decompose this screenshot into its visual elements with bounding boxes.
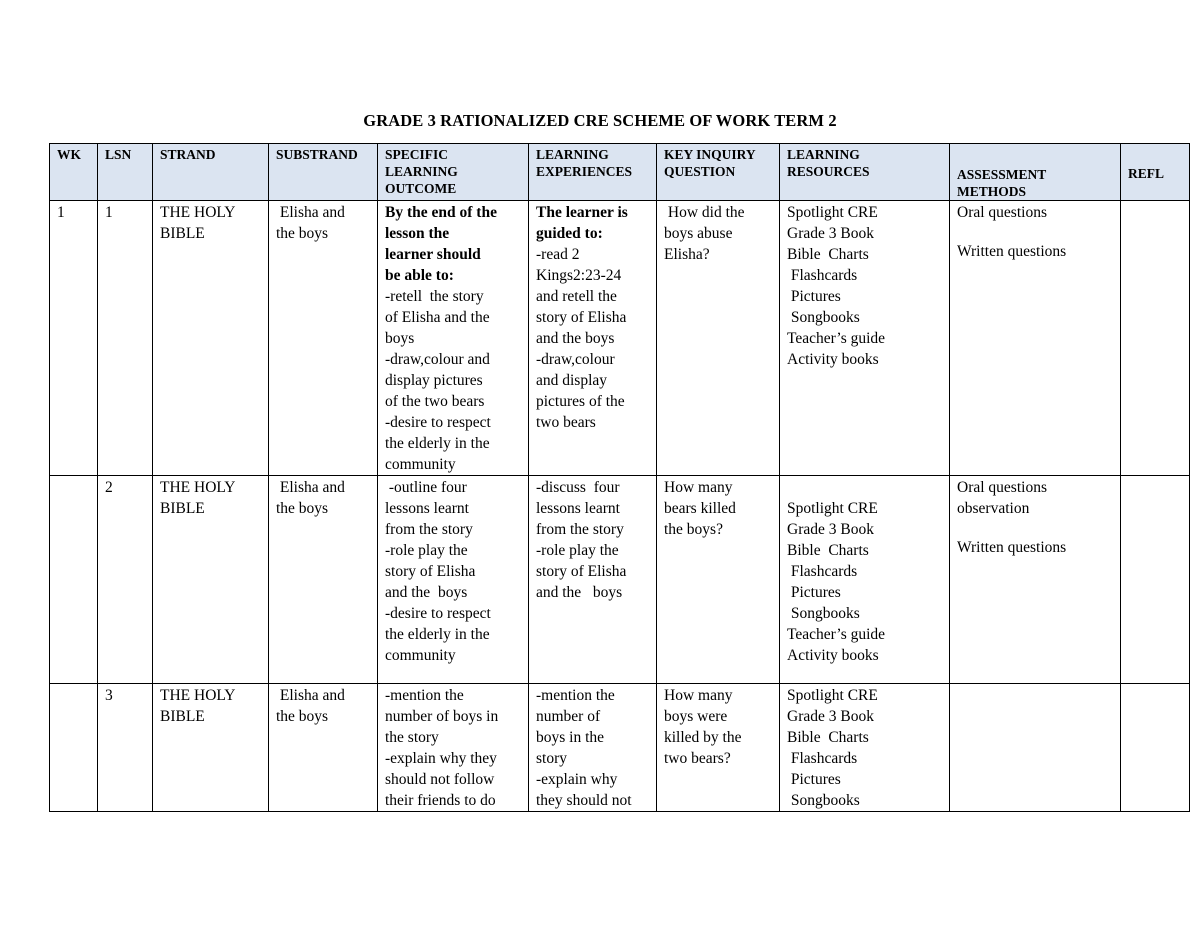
document-title: GRADE 3 RATIONALIZED CRE SCHEME OF WORK TERM 2: [363, 111, 837, 130]
cell-experiences: -mention the number of boys in the story -explain why they should not: [529, 684, 657, 812]
cell-refl: [1121, 684, 1190, 812]
header-row: [50, 144, 1190, 201]
cell-inquiry: How many bears killed the boys?: [657, 476, 780, 684]
cell-wk: [50, 684, 98, 812]
header-strand: STRAND: [153, 144, 269, 201]
cell-substrand: Elisha and the boys: [269, 684, 378, 812]
cell-substrand: Elisha and the boys: [269, 476, 378, 684]
table-row: [50, 684, 1190, 812]
cell-resources: Spotlight CRE Grade 3 Book Bible Charts Flashcards Pictures Songbooks Teacher’s guide Activity books: [780, 476, 950, 684]
cell-resources: Spotlight CRE Grade 3 Book Bible Charts Flashcards Pictures Songbooks: [780, 684, 950, 812]
header-outcome: SPECIFIC LEARNING OUTCOME: [378, 144, 529, 201]
cell-strand: THE HOLY BIBLE: [153, 684, 269, 812]
header-lsn: LSN: [98, 144, 153, 201]
header-experiences: LEARNING EXPERIENCES: [529, 144, 657, 201]
cell-resources: Spotlight CRE Grade 3 Book Bible Charts Flashcards Pictures Songbooks Teacher’s guide Activity books: [780, 201, 950, 476]
cell-lsn: 3: [98, 684, 153, 812]
header-wk: WK: [50, 144, 98, 201]
cell-strand: THE HOLY BIBLE: [153, 201, 269, 476]
cell-wk: 1: [50, 201, 98, 476]
cell-inquiry: How did the boys abuse Elisha?: [657, 201, 780, 476]
header-inquiry: KEY INQUIRY QUESTION: [657, 144, 780, 201]
cell-substrand: Elisha and the boys: [269, 201, 378, 476]
cell-outcome: -outline four lessons learnt from the story -role play the story of Elisha and the boys -desire to respect the elderly in the community: [378, 476, 529, 684]
cell-assessment: Oral questions Written questions: [950, 201, 1121, 476]
cell-outcome: By the end of the lesson the learner should be able to: -retell the story of Elisha and the boys -draw,colour and display pictures of the two bears -desire to respect the elderly in the community: [378, 201, 529, 476]
cell-refl: [1121, 201, 1190, 476]
cell-strand: THE HOLY BIBLE: [153, 476, 269, 684]
cell-refl: [1121, 476, 1190, 684]
table-row: [50, 201, 1190, 476]
header-substrand: SUBSTRAND: [269, 144, 378, 201]
cell-lsn: 2: [98, 476, 153, 684]
cell-experiences: -discuss four lessons learnt from the story -role play the story of Elisha and the boys: [529, 476, 657, 684]
header-refl: REFL: [1121, 144, 1190, 201]
scheme-of-work-table: [49, 143, 1190, 812]
cell-experiences: The learner is guided to: -read 2 Kings2:23-24 and retell the story of Elisha and the boys -draw,colour and display pictures of the two bears: [529, 201, 657, 476]
cell-assessment: [950, 684, 1121, 812]
cell-outcome: -mention the number of boys in the story -explain why they should not follow their friends to do: [378, 684, 529, 812]
cell-wk: [50, 476, 98, 684]
header-resources: LEARNING RESOURCES: [780, 144, 950, 201]
table-row: [50, 476, 1190, 684]
header-assessment: ASSESSMENT METHODS: [950, 144, 1121, 201]
cell-lsn: 1: [98, 201, 153, 476]
cell-inquiry: How many boys were killed by the two bears?: [657, 684, 780, 812]
cell-assessment: Oral questions observation Written questions: [950, 476, 1121, 684]
